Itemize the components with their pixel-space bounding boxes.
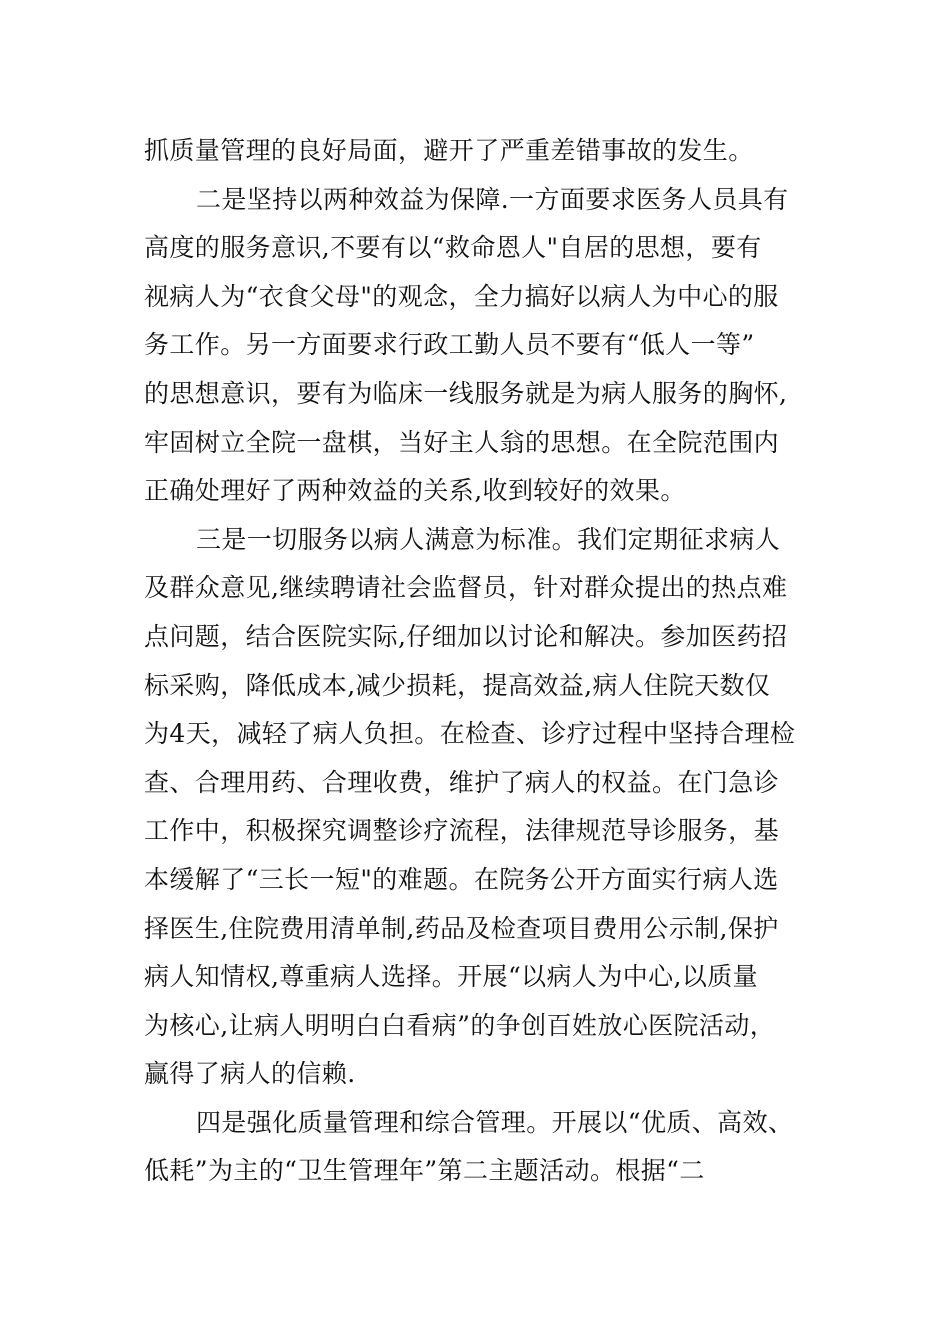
paragraph-first-line: 二是坚持以两种效益为保障.一方面要求医务人员具有 bbox=[196, 184, 789, 214]
text-line: 点问题，结合医院实际,仔细加以讨论和解决。参加医药招 bbox=[144, 621, 788, 651]
text-line: 赢得了病人的信赖. bbox=[144, 1059, 356, 1089]
text-line: 抓质量管理的良好局面，避开了严重差错事故的发生。 bbox=[144, 136, 754, 165]
text-line: 为4天，减轻了病人负担。在检查、诊疗过程中坚持合理检 bbox=[144, 719, 796, 749]
text-line: 牢固树立全院一盘棋，当好主人翁的思想。在全院范围内 bbox=[144, 427, 780, 457]
text-line: 及群众意见,继续聘请社会监督员，针对群众提出的热点难 bbox=[144, 573, 788, 603]
text-line: 为核心,让病人明明白白看病”的争创百姓放心医院活动， bbox=[144, 1010, 776, 1040]
text-line: 视病人为“衣食父母"的观念，全力搞好以病人为中心的服 bbox=[144, 281, 779, 311]
text-line: 本缓解了“三长一短"的难题。在院务公开方面实行病人选 bbox=[144, 864, 779, 894]
text-line: 择医生,住院费用清单制,药品及检查项目费用公示制,保护 bbox=[144, 913, 779, 943]
text-line: 的思想意识，要有为临床一线服务就是为病人服务的胸怀, bbox=[144, 378, 788, 408]
text-line: 查、合理用药、合理收费，维护了病人的权益。在门急诊 bbox=[144, 767, 780, 797]
text-line: 病人知情权,尊重病人选择。开展“以病人为中心,以质量 bbox=[144, 962, 759, 992]
paragraph-first-line: 三是一切服务以病人满意为标准。我们定期征求病人 bbox=[196, 524, 781, 554]
text-line: 标采购，降低成本,减少损耗，提高效益,病人住院天数仅 bbox=[144, 670, 771, 700]
body-text bbox=[144, 127, 814, 1196]
paragraph-first-line: 四是强化质量管理和综合管理。开展以“优质、高效、 bbox=[196, 1107, 794, 1137]
text-line: 正确处理好了两种效益的关系,收到较好的效果。 bbox=[144, 476, 686, 506]
text-line: 高度的服务意识,不要有以“救命恩人"自居的思想，要有 bbox=[144, 233, 762, 263]
text-line: 低耗”为主的“卫生管理年”第二主题活动。根据“二 bbox=[144, 1156, 705, 1186]
text-line: 务工作。另一方面要求行政工勤人员不要有“低人一等” bbox=[144, 330, 755, 360]
text-line: 工作中，积极探究调整诊疗流程，法律规范导诊服务，基 bbox=[144, 816, 780, 846]
